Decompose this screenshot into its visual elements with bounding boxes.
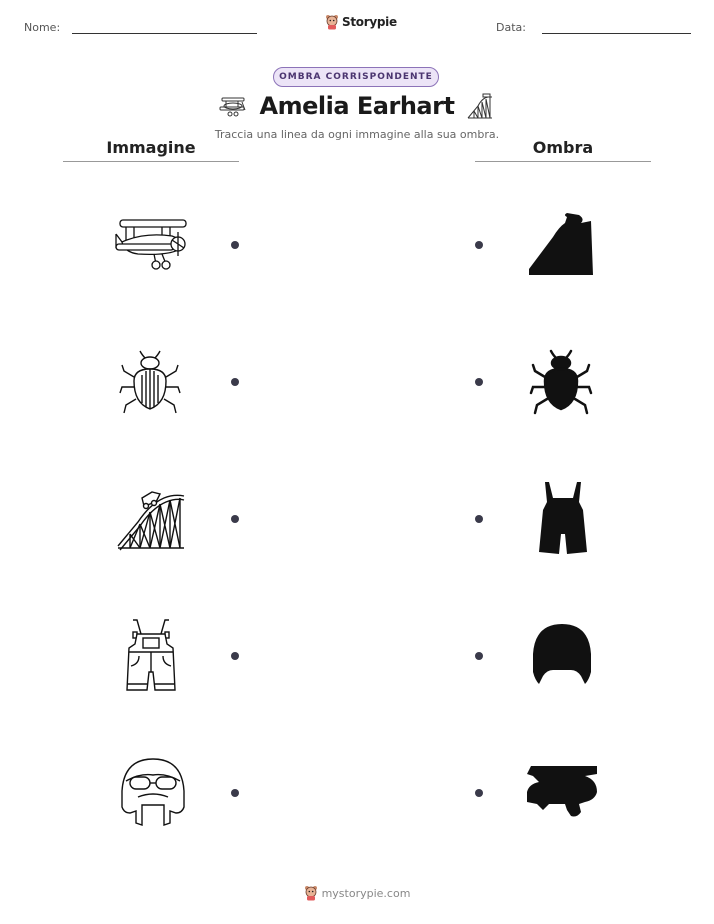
date-label: Data: — [496, 21, 526, 34]
aviator-helmet-icon — [120, 757, 186, 827]
right-match-point-3[interactable] — [475, 515, 483, 523]
biplane-shadow-icon — [525, 764, 601, 820]
biplane-icon — [114, 216, 190, 272]
right-match-point-2[interactable] — [475, 378, 483, 386]
roller-coaster-decor-icon — [466, 94, 494, 119]
instructions: Traccia una linea da ogni immagine alla sua ombra. — [214, 128, 500, 141]
overalls-shadow-icon — [537, 482, 589, 556]
aviator-helmet-shadow-icon — [531, 622, 593, 688]
storypie-mascot-icon — [325, 14, 339, 30]
left-column-rule — [63, 161, 239, 162]
roller-coaster-icon — [116, 488, 186, 550]
brand-logo — [325, 14, 397, 30]
name-label: Nome: — [24, 21, 61, 34]
brand-name: Storypie — [342, 15, 397, 29]
left-column-heading: Immagine — [106, 138, 196, 157]
activity-badge: OMBRA CORRISPONDENTE — [273, 67, 439, 87]
page-title: Amelia Earhart — [259, 92, 455, 120]
right-column-rule — [475, 161, 651, 162]
footer — [0, 885, 714, 901]
date-field[interactable] — [542, 33, 691, 34]
footer-url[interactable]: mystorypie.com — [321, 886, 411, 900]
left-match-point-4[interactable] — [231, 652, 239, 660]
right-match-point-5[interactable] — [475, 789, 483, 797]
roller-coaster-shadow-icon — [527, 213, 595, 275]
name-field[interactable] — [72, 33, 257, 34]
right-match-point-4[interactable] — [475, 652, 483, 660]
beetle-shadow-icon — [529, 347, 593, 417]
right-match-point-1[interactable] — [475, 241, 483, 249]
beetle-icon — [118, 347, 182, 417]
left-match-point-3[interactable] — [231, 515, 239, 523]
left-match-point-1[interactable] — [231, 241, 239, 249]
overalls-icon — [125, 618, 177, 694]
right-column-heading: Ombra — [532, 138, 594, 157]
storypie-mascot-icon — [304, 885, 318, 901]
left-match-point-5[interactable] — [231, 789, 239, 797]
left-match-point-2[interactable] — [231, 378, 239, 386]
